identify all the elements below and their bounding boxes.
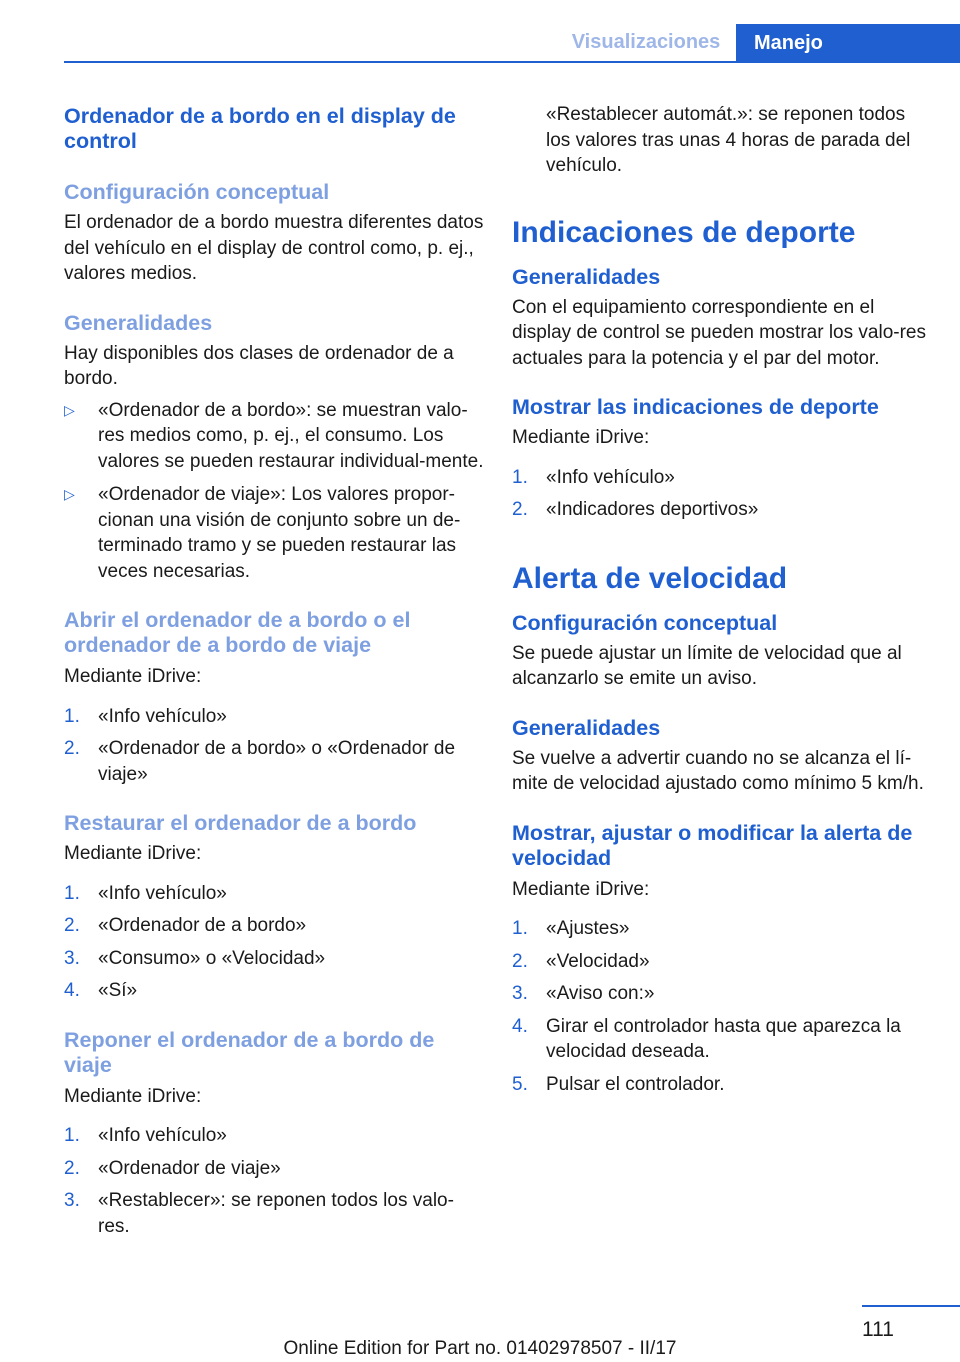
steps-list: [64, 1123, 484, 1239]
left-column: [64, 100, 484, 1239]
heading-generalidades: Generalidades: [64, 310, 213, 335]
list-item: ▷ «Ordenador de a bordo»: se muestran valo-res medios como, p. ej., el consumo. Los valores se pueden restaurar individual-mente.: [64, 398, 484, 475]
heading-abrir-ordenador: Abrir el ordenador de a bordo o el ordenador de a bordo de viaje: [64, 608, 411, 657]
text-mediante-idrive: Mediante iDrive:: [512, 878, 650, 900]
text-generalidades: Hay disponibles dos clases de ordenador de a bordo.: [64, 342, 454, 389]
text-mediante-idrive: Mediante iDrive:: [64, 843, 202, 864]
steps-list: [64, 881, 484, 1004]
text-configuracion: El ordenador de a bordo muestra diferentes datos del vehículo en el display de control como, p. ej., valores medios.: [64, 212, 484, 284]
list-item: 2. «Ordenador de a bordo»: [64, 915, 307, 936]
tab-manejo[interactable]: Manejo: [736, 24, 960, 63]
tab-visualizaciones[interactable]: Visualizaciones: [571, 31, 721, 53]
text-mediante-idrive: Mediante iDrive:: [64, 1085, 202, 1107]
right-column: [512, 102, 932, 1097]
text-generalidades-deporte: Con el equipamiento correspondiente en el display de control se pueden mostrar los valo-res actuales para la potencia y el par del motor.: [512, 296, 926, 369]
list-item: 5. Pulsar el controlador.: [512, 1073, 725, 1095]
heading-restaurar: Restaurar el ordenador de a bordo: [64, 811, 417, 835]
text-configuracion-alerta: Se puede ajustar un límite de velocidad que al alcanzarlo se emite un aviso.: [512, 642, 902, 689]
chapter-title-alerta: Alerta de velocidad: [512, 561, 788, 595]
list-item: 1. «Info vehículo»: [64, 882, 227, 904]
triangle-bullet-icon: ▷: [64, 486, 75, 502]
list-item: 3. «Restablecer»: se reponen todos los valo-res.: [64, 1190, 454, 1237]
list-item: 3. «Consumo» o «Velocidad»: [64, 947, 326, 969]
text-restablecer-automat: «Restablecer automát.»: se reponen todos los valores tras unas 4 horas de parada del vehículo.: [546, 104, 911, 176]
list-item: 4. Girar el controlador hasta que aparezca la velocidad deseada.: [512, 1015, 901, 1062]
chapter-title-deporte: Indicaciones de deporte: [512, 215, 856, 249]
list-item: 2. «Indicadores deportivos»: [512, 499, 759, 520]
list-item: 1. «Info vehículo»: [64, 1125, 227, 1146]
text-mediante-idrive: Mediante iDrive:: [64, 666, 202, 687]
page-number: 111: [862, 1318, 894, 1341]
steps-list: [512, 465, 932, 523]
text-generalidades-alerta: Se vuelve a advertir cuando no se alcanza el lí-mite de velocidad ajustado como mínimo 5 km/h.: [512, 747, 924, 794]
heading-generalidades-alerta: Generalidades: [512, 715, 661, 740]
steps-list: [64, 704, 484, 788]
heading-configuracion-alerta: Configuración conceptual: [512, 610, 778, 635]
list-item: 2. «Ordenador de a bordo» o «Ordenador de viaje»: [64, 738, 456, 785]
heading-configuracion: Configuración conceptual: [64, 180, 330, 204]
list-item: 1. «Info vehículo»: [512, 466, 675, 488]
list-item: 1. «Ajustes»: [512, 918, 630, 939]
heading-mostrar-alerta: Mostrar, ajustar o modificar la alerta de velocidad: [512, 820, 913, 870]
footer-rule: [862, 1305, 960, 1307]
list-item: 3. «Aviso con:»: [512, 983, 655, 1004]
heading-reponer: Reponer el ordenador de a bordo de viaje: [64, 1027, 435, 1077]
list-item: 4. «Sí»: [64, 980, 138, 1001]
list-item: 2. «Ordenador de viaje»: [64, 1157, 281, 1179]
bullet-list: [64, 398, 484, 585]
list-item: 1. «Info vehículo»: [64, 705, 227, 727]
steps-list: [512, 916, 932, 1097]
heading-mostrar-deporte: Mostrar las indicaciones de deporte: [512, 395, 879, 419]
list-item: ▷ «Ordenador de viaje»: Los valores propor-cionan una visión de conjunto sobre un de-terminado tramo y se pueden restaurar las veces necesarias.: [64, 482, 484, 584]
triangle-bullet-icon: ▷: [64, 401, 75, 418]
footer-edition: Online Edition for Part no. 01402978507 - II/17: [283, 1338, 677, 1359]
text-mediante-idrive: Mediante iDrive:: [512, 427, 650, 448]
list-item: 2. «Velocidad»: [512, 950, 650, 972]
section-title-ordenador: Ordenador de a bordo en el display de control: [64, 104, 456, 153]
heading-generalidades-deporte: Generalidades: [512, 264, 661, 289]
